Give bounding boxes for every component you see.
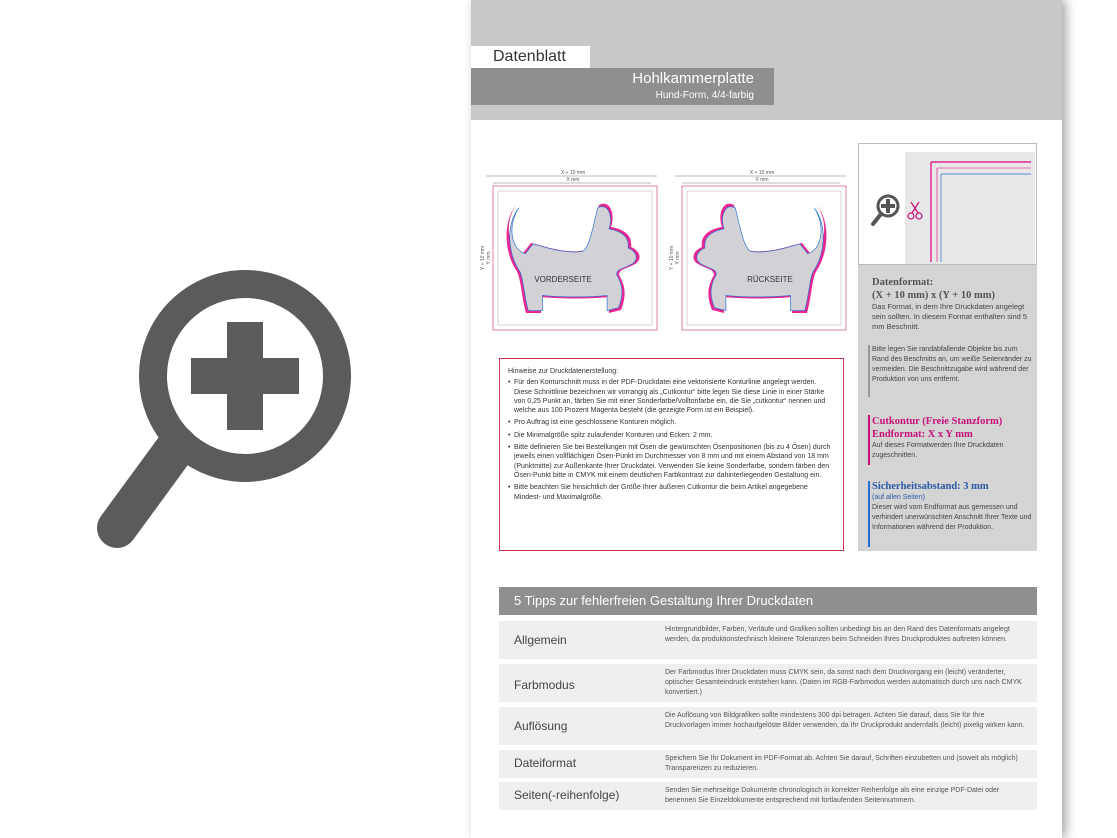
corner-preview — [858, 143, 1037, 265]
product-title: Hohlkammerplatte — [632, 70, 754, 87]
dog-shape-mirrored — [693, 204, 826, 313]
tip-text: Die Auflösung von Bildgrafiken sollte mindestens 300 dpi betragen. Achten Sie darauf, dass Sie für Ihre Druckvorlagen immer hochaufgelöste Bilder verwenden, da Ihr Druckprodukt andernfalls (leicht) pixelig wirken kann. — [665, 712, 1025, 729]
datenformat-text: Das Format, in dem Ihre Druckdaten angelegt sein sollten. In diesem Format enthalten sind 5 mm Beschnitt. — [872, 302, 1028, 331]
tip-label: Farbmodus — [514, 678, 575, 692]
safety-text: Dieser wird vom Endformat aus gemessen und verhindert unerwünschten Anschnitt Ihrer Texte und Informationen während der Produktion. — [872, 504, 1032, 531]
tip-text: Der Farbmodus Ihrer Druckdaten muss CMYK sein, da sonst nach dem Druckvorgang ein (leicht) veränderter, optischer Gesamteindruck entstehen kann. (Daten im RGB-Farbmodus werden automatisch durch uns nach CMYK konvertiert.) — [665, 669, 1022, 696]
diagram-back — [670, 170, 848, 333]
diagram-front-label: VORDERSEITE — [534, 275, 592, 284]
dim-inner-height: Y mm — [486, 251, 492, 265]
tip-text: Senden Sie mehrseitige Dokumente chronologisch in korrekter Reihenfolge als eine einzige PDF-Datei oder benennen Sie Einzeldokumente entsprechend mit fortlaufenden Seitennummern. — [665, 787, 1000, 804]
hints-list — [508, 378, 835, 502]
datenformat-block — [872, 276, 1032, 332]
safety-block — [872, 480, 1032, 533]
tip-row — [499, 621, 1037, 659]
dim-inner-height: Y mm — [675, 251, 681, 265]
dim-outer-height: Y + 10 mm — [669, 245, 675, 271]
zoom-in-icon[interactable] — [873, 196, 898, 224]
datenformat-formula: (X + 10 mm) x (Y + 10 mm) — [872, 290, 995, 301]
dim-outer-width: X + 10 mm — [749, 170, 775, 176]
tip-text: Hintergrundbilder, Farben, Verläufe und Grafiken sollten unbedingt bis an den Rand des Datenformats angelegt werden, da produktionstechnisch kleinere Toleranzen beim Schneiden Ihres Druckproduktes auftreten können. — [665, 626, 1010, 643]
bleed-note: Bitte legen Sie randabfallende Objekte bis zum Rand des Beschnitts an, um weiße Seitenränder zu vermeiden. Die Beschnittzugabe wird während der Produktion von uns entfernt. — [872, 346, 1032, 383]
zoom-in-icon[interactable] — [95, 266, 355, 556]
hint-item: • Pro Auftrag ist eine geschlossene Konturen möglich. — [508, 418, 835, 427]
dim-inner-width: X mm — [566, 177, 580, 183]
tip-label: Auflösung — [514, 719, 568, 733]
tip-label: Seiten(-reihenfolge) — [514, 788, 620, 802]
endformat-heading: Endformat: X x Y mm — [872, 429, 973, 440]
dim-outer-height: Y + 10 mm — [480, 245, 486, 271]
safety-bar — [868, 481, 870, 547]
cutkontur-block — [872, 415, 1032, 461]
cutkontur-text: Auf dieses Formatwerden Ihre Druckdaten zugeschnitten. — [872, 442, 1004, 459]
tip-text: Speichern Sie Ihr Dokument im PDF-Format ab. Achten Sie darauf, Schriften einzubetten und (soweit als möglich) Transparenzen zu reduzieren. — [665, 755, 1018, 772]
tip-row — [499, 750, 1037, 778]
tip-row — [499, 707, 1037, 745]
format-side-panel — [858, 143, 1037, 551]
datasheet-tab: Datenblatt — [471, 46, 590, 68]
tip-label: Dateiformat — [514, 756, 577, 770]
dim-inner-width: X mm — [755, 177, 769, 183]
print-hints-box — [499, 358, 844, 551]
bleed-bar — [868, 345, 870, 397]
datasheet-page — [471, 0, 1062, 838]
hint-item: • Bitte definieren Sie bei Bestellungen mit Ösen die gewünschten Ösenpositionen (bis zu 4 Ösen) durch jeweils einen vollflächigen Ösen-Punkt im Durchmesser von 8 mm und mit einem Abstand von 18 mm (Punktmitte) zur Außenkante Ihrer Druckdatei. Verwenden Sie keine Sonderfarbe, sondern färben den Ösen-Punkt bitte in CMYK mit einem deutlichen Farbkontrast zur dahinterliegenden Gestaltung ein. — [508, 443, 835, 480]
safety-heading: Sicherheitsabstand: 3 mm — [872, 481, 989, 492]
safety-sub: (auf allen Seiten) — [872, 494, 925, 501]
dog-shape — [507, 204, 640, 313]
tip-row — [499, 664, 1037, 702]
tip-row — [499, 782, 1037, 810]
diagram-front — [481, 170, 659, 333]
cutkontur-heading: Cutkontur (Freie Stanzform) — [872, 416, 1003, 427]
tip-label: Allgemein — [514, 633, 567, 647]
dim-outer-width: X + 10 mm — [560, 170, 586, 176]
hints-title: Hinweise zur Druckdatenerstellung: — [508, 368, 619, 375]
diagram-back-label: RÜCKSEITE — [747, 275, 793, 284]
datenformat-heading: Datenformat: — [872, 277, 934, 288]
tips-header: 5 Tipps zur fehlerfreien Gestaltung Ihrer Druckdaten — [499, 587, 1037, 615]
product-subtitle: Hund-Form, 4/4-farbig — [655, 90, 754, 101]
hint-item: • Für den Konturschnitt muss in der PDF-Druckdatei eine vektorisierte Konturlinie angelegt werden. Diese Schnittlinie bezeichnen wir vorrangig als „Cutkontur“ bitte legen Sie diese Linie in einer Stärke von 0,25 Punkt an, färben Sie mit einer Sonderfarbe/Volltonfarbe ein, die Sie „cutkontur“ nennen und welche aus 100 Prozent Magenta besteht (die gezeigte Form ist ein Beispiel). — [508, 378, 835, 415]
cut-bar — [868, 415, 870, 465]
product-title-bar — [471, 68, 774, 105]
hint-item: • Die Minimalgröße spitz zulaufender Konturen und Ecken: 2 mm. — [508, 431, 835, 440]
hint-item: • Bitte beachten Sie hinsichtlich der Größe Ihrer äußeren Cutkontur die beim Artikel angegebene Mindest- und Maximalgröße. — [508, 483, 835, 502]
